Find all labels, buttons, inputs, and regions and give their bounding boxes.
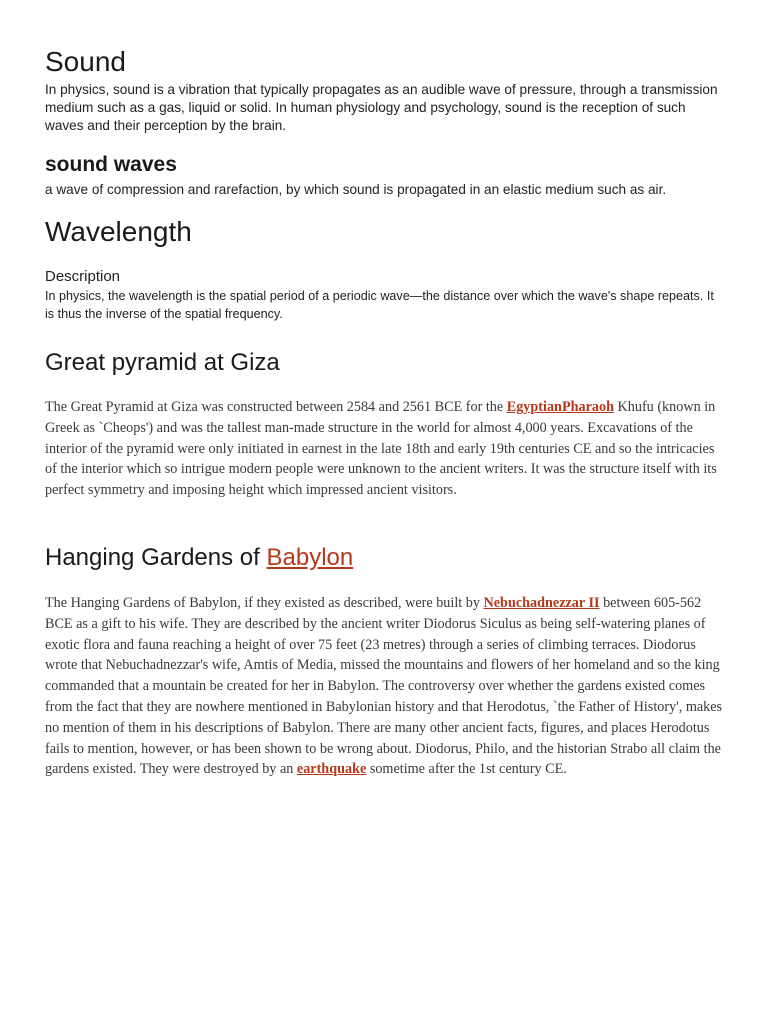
description-label: Description <box>45 268 121 285</box>
egyptian-pharaoh-link[interactable]: EgyptianPharaoh <box>506 399 614 415</box>
nebuchadnezzar-link[interactable]: Nebuchadnezzar II <box>483 595 600 611</box>
gardens-text-start: The Hanging Gardens of Babylon, if they existed as described, were built by <box>45 595 484 611</box>
earthquake-link[interactable]: earthquake <box>296 761 367 778</box>
sound-definition: In physics, sound is a vibration that typically propagates as an audible wave of pressure, through a transmission medium such as a gas, liquid or solid. In human physiology and psychology, sound is the reception of such waves and their perception by the brain. <box>45 82 718 133</box>
pyramid-heading: Great pyramid at Giza <box>45 349 280 376</box>
sound-heading: Sound <box>45 46 126 77</box>
gardens-heading-prefix: Hanging Gardens of <box>45 544 267 571</box>
pyramid-text-end: Khufu (known in Greek as `Cheops') and was the tallest man-made structure in the world for almost 4,000 years. Excavations of the interior of the pyramid were only initiated in earnest in the late 18th and early 19th centuries CE and so the intricacies of the interior which so intrigue modern people were unknown to the ancient writers. It was the structure itself with its perfect symmetry and imposing height which impressed ancient visitors. <box>45 399 717 499</box>
babylon-link[interactable]: Babylon <box>266 544 354 571</box>
wavelength-heading: Wavelength <box>45 216 192 247</box>
sound-waves-heading: sound waves <box>45 153 177 176</box>
sound-waves-definition: a wave of compression and rarefaction, by which sound is propagated in an elastic medium such as air. <box>45 182 667 197</box>
gardens-text-middle: between 605-562 BCE as a gift to his wife. They are described by the ancient writer Diodorus Siculus as being self-watering planes of exotic flora and fauna reaching a height of over 75 feet (23 metres) through a series of climbing terraces. Diodorus wrote that Nebuchadnezzar's wife, Amtis of Media, missed the mountains and flowers of her homeland and so the king commanded that a mountain be created for her in Babylon. The controversy over whether the gardens existed comes from the fact that they are nowhere mentioned in Babylonian history and that Herodotus, `the Father of History', makes no mention of them in his descriptions of Babylon. There are many other ancient facts, figures, and places Herodotus fails to mention, however, or has been shown to be wrong about. Diodorus, Philo, and the historian Strabo all claim the gardens existed. They were destroyed by an <box>45 595 723 778</box>
gardens-text-end: sometime after the 1st century CE. <box>366 761 567 778</box>
wavelength-definition: In physics, the wavelength is the spatial period of a periodic wave—the distance over which the wave's shape repeats. It is thus the inverse of the spatial frequency. <box>45 289 714 321</box>
pyramid-text-start: The Great Pyramid at Giza was constructed between 2584 and 2561 BCE for the <box>45 399 507 415</box>
gardens-heading <box>45 544 353 572</box>
gardens-paragraph <box>45 593 727 780</box>
pyramid-paragraph <box>45 397 727 501</box>
